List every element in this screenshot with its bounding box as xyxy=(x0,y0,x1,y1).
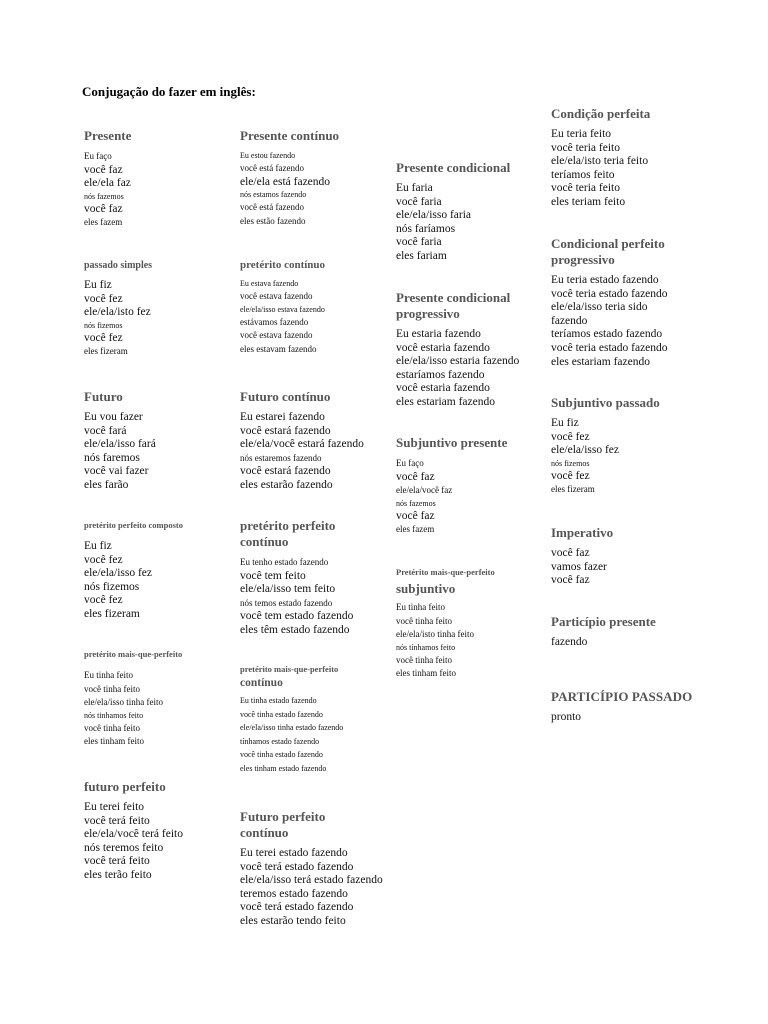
conjugation-line: eles têm estado fazendo xyxy=(240,623,350,636)
conjugation-line: você terá feito xyxy=(84,814,150,827)
conjugation-line: eles estariam fazendo xyxy=(396,395,495,408)
conjugation-line: você faz xyxy=(84,202,123,215)
conjugation-line: estávamos fazendo xyxy=(240,316,309,327)
conjugation-line: eles fizeram xyxy=(551,484,595,495)
conjugation-line: ele/ela/isso tinha feito xyxy=(84,697,163,708)
conjugation-line: eles fazem xyxy=(396,524,435,535)
conjugation-line: teríamos feito xyxy=(551,168,615,181)
section-heading: progressivo xyxy=(396,306,460,321)
conjugation-line: você estava fazendo xyxy=(240,291,313,301)
conjugation-line: Eu terei estado fazendo xyxy=(240,847,348,859)
conjugation-line: você faz xyxy=(396,470,435,483)
section-heading: pretérito perfeito xyxy=(240,518,336,533)
section-heading: Futuro contínuo xyxy=(240,389,331,404)
conjugation-line: Eu tinha feito xyxy=(84,670,133,680)
conjugation-line: eles fizeram xyxy=(84,607,140,620)
section-futuro-perfeito-continuo xyxy=(240,809,383,929)
conjugation-line: você estará fazendo xyxy=(240,465,331,478)
conjugation-line: nós fizemos xyxy=(551,458,590,468)
section-heading: pretérito mais-que-perfeito xyxy=(84,649,183,659)
section-heading: Presente xyxy=(84,128,132,143)
conjugation-line: você tinha estado fazendo xyxy=(240,750,323,760)
section-preterito-mais-que-perfeito-subjuntivo xyxy=(396,565,495,681)
section-heading: contínuo xyxy=(240,534,289,549)
conjugation-line: ele/ela/isso tinha estado fazendo xyxy=(240,723,344,733)
section-subjuntivo-passado xyxy=(551,395,660,497)
conjugation-line: nós tinhamos feito xyxy=(84,710,144,720)
section-heading: Condição perfeita xyxy=(551,106,651,121)
section-preterito-mais-que-perfeito xyxy=(84,647,182,749)
conjugation-line: você tem feito xyxy=(240,569,306,582)
section-heading: pretérito mais-que-perfeito xyxy=(240,664,339,674)
conjugation-line: teríamos estado fazendo xyxy=(551,328,663,341)
conjugation-line: eles estarão tendo feito xyxy=(240,914,346,927)
section-presente xyxy=(84,128,131,230)
section-preterito-mais-que-perfeito-continuo xyxy=(240,662,343,776)
conjugation-line: nós estamos fazendo xyxy=(240,190,307,200)
conjugation-line: Eu estava fazendo xyxy=(240,279,299,288)
section-heading: contínuo xyxy=(240,825,289,840)
conjugation-line: ele/ela/você terá feito xyxy=(84,828,183,841)
conjugation-line: Eu fiz xyxy=(84,540,112,552)
conjugation-line: ele/ela/isso faria xyxy=(396,209,472,222)
conjugation-line: Eu estou fazendo xyxy=(240,151,296,160)
conjugation-line: eles tinham feito xyxy=(396,668,456,679)
conjugation-line: você faz xyxy=(84,163,123,176)
section-subjuntivo-presente xyxy=(396,435,507,537)
section-heading: Presente contínuo xyxy=(240,128,340,143)
conjugation-line: pronto xyxy=(551,711,582,723)
conjugation-line: eles tinham estado fazendo xyxy=(240,763,327,773)
conjugation-line: você está fazendo xyxy=(240,163,304,173)
conjugation-line: ele/ela/isso fez xyxy=(551,444,620,457)
conjugation-line: você estaria fazendo xyxy=(396,341,490,354)
conjugation-line: Eu fiz xyxy=(551,417,579,429)
conjugation-line: nós faríamos xyxy=(396,222,456,235)
conjugation-line: Eu vou fazer xyxy=(84,411,143,423)
section-heading: progressivo xyxy=(551,252,615,267)
conjugation-line: você faria xyxy=(396,195,442,208)
section-heading: Condicional perfeito xyxy=(551,236,665,251)
conjugation-line: você faz xyxy=(551,574,590,587)
conjugation-line: nós teremos feito xyxy=(84,841,164,854)
section-passado-simples xyxy=(84,259,152,359)
conjugation-line: você tinha feito xyxy=(396,654,452,665)
conjugation-line: você teria feito xyxy=(551,182,620,195)
conjugation-line: eles tinham feito xyxy=(84,736,144,747)
conjugation-line: você fez xyxy=(84,594,123,607)
conjugation-line: eles estarão fazendo xyxy=(240,478,333,491)
conjugation-line: nós temos estado fazendo xyxy=(240,597,333,608)
conjugation-line: você tem estado fazendo xyxy=(240,610,354,623)
conjugation-line: ele/ela/isso tem feito xyxy=(240,583,336,596)
section-presente-condicional-progressivo xyxy=(396,290,519,410)
section-heading: Presente condicional xyxy=(396,290,511,305)
conjugation-line: eles fazem xyxy=(84,217,123,228)
section-heading: Pretérito mais-que-perfeito xyxy=(396,567,495,577)
conjugation-line: vamos fazer xyxy=(551,560,607,573)
conjugation-line: Eu faço xyxy=(396,458,424,468)
conjugation-line: Eu tinha feito xyxy=(396,602,445,612)
conjugation-line: você fez xyxy=(551,430,590,443)
section-heading: Presente condicional xyxy=(396,160,511,175)
conjugation-line: eles terão feito xyxy=(84,868,152,881)
section-participio-passado xyxy=(551,689,692,725)
conjugation-line: você fez xyxy=(84,292,123,305)
section-heading: PARTICÍPIO PASSADO xyxy=(551,689,693,704)
conjugation-line: eles fariam xyxy=(396,249,447,262)
section-futuro-perfeito xyxy=(84,779,183,883)
conjugation-line: Eu tinha estado fazendo xyxy=(240,696,317,705)
section-heading: Subjuntivo passado xyxy=(551,395,660,410)
conjugation-line: nós estaremos fazendo xyxy=(240,452,322,463)
section-heading: passado simples xyxy=(84,260,153,271)
conjugation-line: Eu terei feito xyxy=(84,801,145,813)
conjugation-line: estaríamos fazendo xyxy=(396,368,485,381)
conjugation-line: você está fazendo xyxy=(240,202,304,213)
conjugation-line: fazendo xyxy=(551,636,588,648)
section-preterito-perfeito-composto xyxy=(84,518,183,622)
conjugation-line: ele/ela/isto tinha feito xyxy=(396,629,474,640)
conjugation-line: ele/ela/isso estava fazendo xyxy=(240,304,325,314)
conjugation-line: tínhamos estado fazendo xyxy=(240,736,320,746)
section-futuro-continuo xyxy=(240,389,364,493)
section-heading: subjuntivo xyxy=(396,581,456,596)
conjugation-line: você faz xyxy=(551,547,590,559)
conjugation-line: ele/ela faz xyxy=(84,177,131,190)
conjugation-line: ele/ela está fazendo xyxy=(240,175,331,188)
conjugation-line: fazendo xyxy=(551,314,588,327)
conjugation-line: você faz xyxy=(396,509,435,522)
section-heading: futuro perfeito xyxy=(84,779,166,794)
conjugation-line: eles teriam feito xyxy=(551,195,626,208)
conjugation-line: Eu faria xyxy=(396,182,433,194)
conjugation-line: você teria feito xyxy=(551,141,620,154)
page-title: Conjugação do fazer em inglês: xyxy=(82,84,256,99)
conjugation-line: você fará xyxy=(84,424,127,437)
section-heading: Particípio presente xyxy=(551,614,656,629)
section-heading: Futuro perfeito xyxy=(240,809,326,824)
conjugation-line: ele/ela/isso fez xyxy=(84,567,153,580)
conjugation-line: você terá feito xyxy=(84,855,150,868)
conjugation-line: ele/ela/você faz xyxy=(396,485,453,496)
conjugation-line: você tinha feito xyxy=(84,683,140,694)
section-heading: Imperativo xyxy=(551,525,614,540)
conjugation-line: ele/ela/isso teria sido xyxy=(551,301,648,314)
conjugation-line: Eu fiz xyxy=(84,279,112,291)
section-condicional-perfeito-progressivo xyxy=(551,236,668,369)
conjugation-line: você terá estado fazendo xyxy=(240,901,354,914)
conjugation-line: nós fazemos xyxy=(84,191,124,201)
conjugation-line: eles fizeram xyxy=(84,346,128,357)
conjugation-line: você fez xyxy=(84,553,123,566)
conjugation-line: você fez xyxy=(84,331,123,344)
conjugation-line: nós fizemos xyxy=(84,320,123,330)
conjugation-line: Eu teria estado fazendo xyxy=(551,274,659,286)
conjugation-line: ele/ela/isso terá estado fazendo xyxy=(240,874,383,887)
conjugation-line: você tinha feito xyxy=(84,722,140,733)
conjugation-line: eles estão fazendo xyxy=(240,215,306,226)
conjugation-line: você teria estado fazendo xyxy=(551,341,668,354)
conjugation-line: você terá estado fazendo xyxy=(240,860,354,873)
section-heading: pretérito perfeito composto xyxy=(84,520,183,530)
section-imperativo xyxy=(551,525,613,588)
section-futuro xyxy=(84,389,156,493)
conjugation-line: você fez xyxy=(551,469,590,482)
conjugation-line: eles farão xyxy=(84,478,129,491)
section-participio-presente xyxy=(551,614,656,650)
conjugation-line: ele/ela/isto fez xyxy=(84,306,151,319)
conjugation-line: ele/ela/isso estaria fazendo xyxy=(396,355,520,368)
conjugation-line: Eu teria feito xyxy=(551,128,612,140)
section-heading: Futuro xyxy=(84,389,123,404)
conjugation-line: Eu tenho estado fazendo xyxy=(240,557,329,567)
conjugation-line: você faria xyxy=(396,236,442,249)
conjugation-line: você vai fazer xyxy=(84,465,149,478)
conjugation-line: teremos estado fazendo xyxy=(240,887,348,900)
section-presente-condicional xyxy=(396,160,510,264)
conjugation-line: nós faremos xyxy=(84,451,140,464)
conjugation-line: você teria estado fazendo xyxy=(551,287,668,300)
conjugation-line: Eu estaria fazendo xyxy=(396,328,481,340)
conjugation-line: nós tínhamos feito xyxy=(396,642,456,652)
conjugation-line: você tinha estado fazendo xyxy=(240,709,323,719)
section-preterito-continuo xyxy=(240,258,325,356)
conjugation-line: ele/ela/isto teria feito xyxy=(551,155,649,168)
conjugation-line: você estará fazendo xyxy=(240,424,331,437)
conjugation-line: nós fazemos xyxy=(396,498,436,508)
section-preterito-perfeito-continuo xyxy=(240,518,353,638)
conjugation-line: nós fizemos xyxy=(84,580,140,593)
conjugation-line: Eu faço xyxy=(84,151,112,161)
conjugation-line: eles estariam fazendo xyxy=(551,355,650,368)
conjugation-line: ele/ela/isso fará xyxy=(84,438,156,451)
section-presente-continuo xyxy=(240,128,339,228)
section-heading: contínuo xyxy=(240,677,283,689)
conjugation-line: eles estavam fazendo xyxy=(240,343,317,354)
conjugation-line: Eu estarei fazendo xyxy=(240,411,325,423)
conjugation-line: você estava fazendo xyxy=(240,330,313,341)
conjugation-line: você estaria fazendo xyxy=(396,382,490,395)
conjugation-line: ele/ela/você estará fazendo xyxy=(240,438,364,451)
conjugation-line: você tinha feito xyxy=(396,615,452,626)
section-heading: Subjuntivo presente xyxy=(396,435,508,450)
section-heading: pretérito contínuo xyxy=(240,259,326,271)
section-condicao-perfeita xyxy=(551,106,650,210)
